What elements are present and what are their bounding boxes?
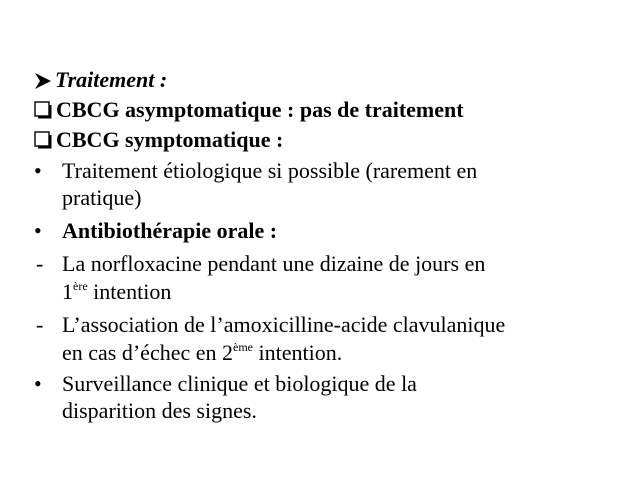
dash-marker: - [36, 312, 44, 337]
norfloxacin-line1: La norfloxacine pendant une dizaine de jours en [62, 251, 486, 276]
checkbox-bullet-icon [34, 131, 54, 151]
arrow-bullet-icon [33, 72, 53, 90]
bullet-marker: • [34, 218, 42, 243]
asymptomatic-item: CBCG asymptomatique : pas de traitement [56, 97, 464, 122]
section-heading: Traitement : [55, 67, 168, 92]
norfloxacin-line2-suffix: intention [87, 279, 172, 304]
checkbox-bullet-icon [34, 101, 54, 121]
symptomatic-item: CBCG symptomatique : [56, 127, 284, 152]
bullet-marker: • [34, 158, 42, 183]
dash-marker: - [36, 251, 44, 276]
etiologic-treatment-line2: pratique) [62, 185, 142, 210]
surveillance-line2: disparition des signes. [62, 398, 257, 423]
amoxicillin-line2 [62, 341, 342, 365]
bullet-marker: • [34, 371, 42, 396]
amoxicillin-line2-prefix: en cas d’échec en 2 [62, 340, 234, 365]
amoxicillin-line2-suffix: intention. [253, 340, 343, 365]
first-line-superscript: ère [73, 279, 88, 293]
norfloxacin-line2 [62, 280, 171, 304]
surveillance-line1: Surveillance clinique et biologique de la [62, 371, 417, 396]
antibiotic-therapy-item: Antibiothérapie orale : [62, 218, 278, 243]
norfloxacin-line2-prefix: 1 [62, 279, 73, 304]
amoxicillin-line1: L’association de l’amoxicilline-acide clavulanique [62, 312, 506, 337]
second-line-superscript: ème [233, 340, 254, 354]
etiologic-treatment-line1: Traitement étiologique si possible (rarement en [62, 158, 478, 183]
